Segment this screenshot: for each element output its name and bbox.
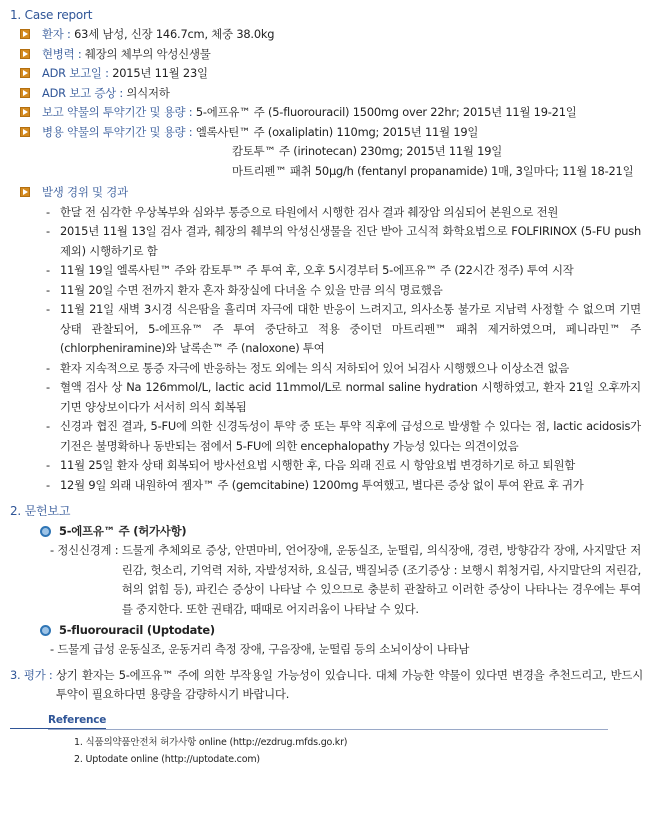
- literature-1-title: 5-에프유™ 주 (허가사항): [59, 524, 187, 538]
- history-label: 현병력 :: [42, 46, 85, 61]
- literature-1-title-row: [10, 521, 657, 541]
- orange-bullet-icon: [20, 49, 30, 59]
- course-item: - 2015년 11월 13일 검사 결과, 췌장의 췌부의 악성신생물을 진단 받아 고식적 화학요법으로 FOLFIRINOX (5-FU push 제외) 시행하기로 함: [46, 222, 641, 261]
- reference-item: 2. Uptodate online (http://uptodate.com): [74, 754, 260, 765]
- concomitant-line: 캄토투™ 주 (irinotecan) 230mg; 2015년 11월 19일: [232, 144, 503, 158]
- adr-symptom-value: 의식저하: [126, 85, 170, 100]
- course-item: - 한달 전 심각한 우상복부와 심와부 통증으로 타원에서 시행한 검사 결과 췌장암 의심되어 본원으로 전원: [46, 203, 641, 223]
- orange-bullet-icon: [20, 127, 30, 137]
- patient-label: 환자 :: [42, 27, 75, 41]
- orange-bullet-icon: [20, 107, 30, 117]
- concomitant-label: 병용 약물의 투약기간 및 용량 :: [42, 124, 196, 139]
- reference-divider: [48, 729, 608, 730]
- evaluation-row: [10, 666, 657, 705]
- adr-date-value: 2015년 11월 23일: [112, 66, 208, 80]
- section-2-title: 2. 문헌보고: [10, 504, 71, 518]
- literature-2-title-row: [10, 620, 657, 640]
- orange-bullet-icon: [20, 68, 30, 78]
- course-item: - 신경과 협진 결과, 5-FU에 의한 신경독성이 투약 중 또는 투약 직후에 급성으로 발생할 수 있다는 점, lactic acidosis가 기전은 불명확하나 동반되는 점에서 5-FU에 의한 encephalopathy 가능성 있다는 의견이었음: [46, 417, 641, 456]
- evaluation-label: 3. 평가 :: [10, 667, 56, 682]
- course-item: - 11월 20일 수면 전까지 환자 혼자 화장실에 다녀올 수 있을 만큼 의식 명료했음: [46, 281, 641, 301]
- course-list: [10, 203, 657, 496]
- orange-bullet-icon: [20, 88, 30, 98]
- reported-drug-value: 5-에프유™ 주 (5-fluorouracil) 1500mg over 22hr; 2015년 11월 19-21일: [195, 105, 577, 119]
- section-1-title: 1. Case report: [10, 8, 93, 22]
- course-title: 발생 경위 및 경과: [42, 185, 128, 199]
- course-item: - 11월 21일 새벽 3시경 식은땀을 흘리며 자극에 대한 반응이 느려지고, 의사소통 불가로 지남력 사정할 수 없으며 기면 상태 관찰되어, 5-에프유™ 주 투여 중단하고 적용 중이던 마트리펜™ 패취 제거하였으며, 페니라민™ 주 (chlorpheniramine)와 날록손™ 주 (naloxone) 투여: [46, 300, 641, 359]
- literature-1-label: - 정신신경계 :: [50, 543, 122, 557]
- blue-circle-icon: [40, 625, 51, 636]
- literature-2-title: 5-fluorouracil (Uptodate): [59, 623, 215, 637]
- literature-1-text: 드물게 추체외로 증상, 안면마비, 언어장애, 운동실조, 눈떨림, 의식장애, 경련, 방향감각 장애, 사지말단 저린감, 헛소리, 기억력 저하, 자발성저하, 요실금, 백질뇌증 (조기증상 : 보행시 휘청거림, 사지말단의 저린감, 혀의 얽힘 등), 파킨슨 증상이 나타날 수 있으므로 충분히 관찰하고 이러한 증상이 나타나는 경우에는 투여를 중지한다. 또한 권태감, 때때로 어지러움이 나타날 수 있다.: [121, 543, 641, 616]
- history-row: [10, 45, 657, 65]
- reference-item: 1. 식품의약품안전처 허가사항 online (http://ezdrug.mfds.go.kr): [74, 737, 348, 748]
- reported-drug-label: 보고 약물의 투약기간 및 용량 :: [42, 105, 196, 119]
- evaluation-text: 상기 환자는 5-에프유™ 주에 의한 부작용일 가능성이 있습니다. 대체 가능한 약물이 있다면 변경을 추천드리고, 반드시 투약이 필요하다면 용량을 감량하시기 바랍니다.: [55, 667, 643, 701]
- patient-value: 63세 남성, 신장 146.7cm, 체중 38.0kg: [74, 27, 275, 41]
- course-item: - 혈액 검사 상 Na 126mmol/L, lactic acid 11mmol/L로 normal saline hydration 시행하였고, 환자 21일 오후까지 기면 양상보이다가 서서히 의식 회복됨: [46, 378, 641, 417]
- adr-date-label: ADR 보고일 :: [42, 66, 113, 80]
- reported-drug-row: [10, 103, 657, 123]
- concomitant-line: 마트리펜™ 패취 50μg/h (fentanyl propanamide) 1매, 3일마다; 11월 18-21일: [232, 163, 634, 178]
- course-item: - 환자 지속적으로 통증 자극에 반응하는 정도 외에는 의식 저하되어 있어 뇌검사 시행했으나 이상소견 없음: [46, 359, 641, 379]
- reference-title: Reference: [10, 713, 106, 729]
- blue-circle-icon: [40, 526, 51, 537]
- patient-row: [10, 25, 657, 45]
- orange-bullet-icon: [20, 187, 30, 197]
- adr-date-row: [10, 64, 657, 84]
- concomitant-line: 엘록사틴™ 주 (oxaliplatin) 110mg; 2015년 11월 19일: [195, 124, 479, 139]
- course-item: - 12월 9일 외래 내원하여 젬자™ 주 (gemcitabine) 1200mg 투여했고, 별다른 증상 없이 투여 완료 후 귀가: [46, 476, 641, 496]
- concomitant-drug-row: [10, 123, 657, 143]
- adr-symptom-row: [10, 84, 657, 104]
- orange-bullet-icon: [20, 29, 30, 39]
- course-item: - 11월 19일 엘록사틴™ 주와 캄토투™ 주 투여 후, 오후 5시경부터 5-에프유™ 주 (22시간 정주) 투여 시작: [46, 261, 641, 281]
- history-value: 췌장의 체부의 악성신생물: [84, 46, 211, 61]
- literature-1-body: [10, 541, 657, 619]
- adr-symptom-label: ADR 보고 증상 :: [42, 85, 127, 100]
- course-item: - 11월 25일 환자 상태 회복되어 방사선요법 시행한 후, 다음 외래 진료 시 항암요법 변경하기로 하고 퇴원함: [46, 456, 641, 476]
- literature-2-text: - 드물게 급성 운동실조, 운동거리 측정 장애, 구음장애, 눈떨림 등의 소뇌이상이 나타남: [50, 642, 470, 656]
- course-row: [10, 183, 657, 203]
